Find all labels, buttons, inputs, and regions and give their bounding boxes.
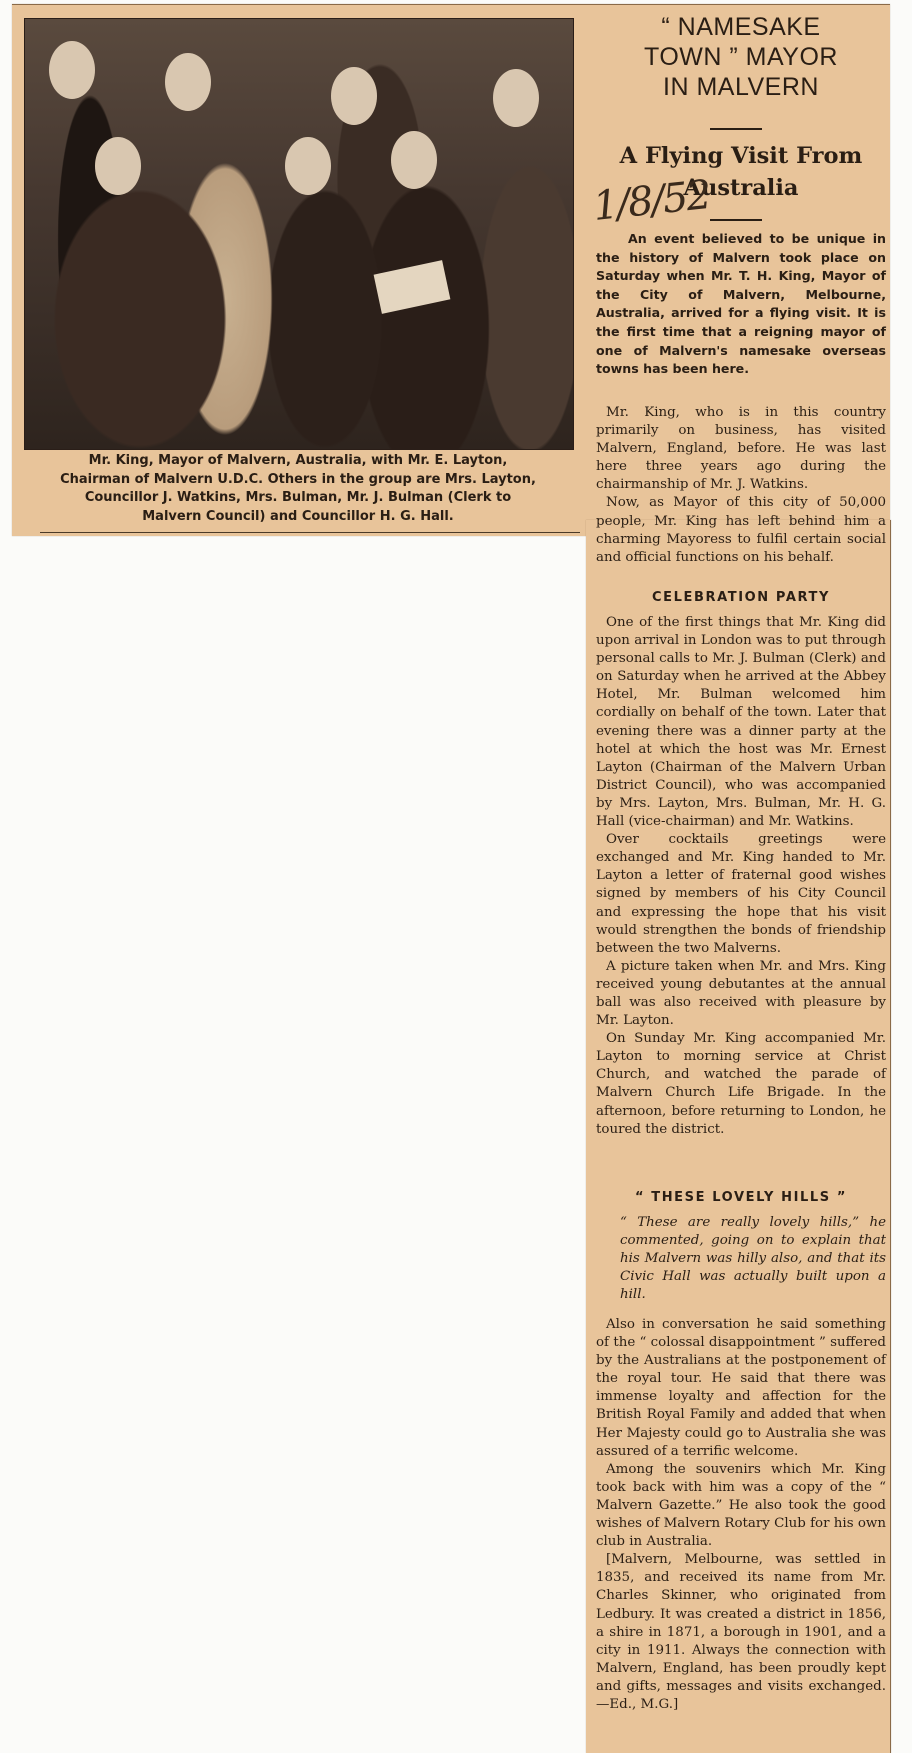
photo-caption: Mr. King, Mayor of Malvern, Australia, with Mr. E. Layton, Chairman of Malvern U.D.C. Others in the group are Mrs. Layton, Councillor J. Watkins, Mrs. Bulman, Mr. J. Bulman (Clerk to Malvern Council) and Councillor H. G. Hall. — [60, 453, 536, 524]
subheadline-rule — [710, 219, 762, 221]
photo-face — [165, 53, 211, 111]
article-paragraph: Mr. King, who is in this country primarily on business, has visited Malvern, England, before. He was last here three years ago during the chairmanship of Mr. J. Watkins. — [596, 405, 886, 493]
handwritten-date: 1/8/52 — [590, 172, 712, 230]
photo-face — [391, 131, 437, 189]
article-subheadline: A Flying Visit From Australia — [619, 143, 863, 201]
section-heading-lovely-hills: “ THESE LOVELY HILLS ” — [634, 1190, 848, 1205]
photo-face — [493, 69, 539, 127]
group-photograph — [24, 18, 574, 450]
article-paragraph: A picture taken when Mr. and Mrs. King received young debutantes at the annual ball was also received with pleasure by Mr. Layton. — [596, 958, 886, 1029]
caption-rule — [40, 532, 580, 533]
article-paragraph: Also in conversation he said something of the “ colossal disappointment ” suffered by the Australians at the postponement of the royal tour. He said that there was immense loyalty and affection for the British Royal Family and added that when Her Majesty could go to Australia she was assured of a terrific welcome. — [596, 1317, 886, 1459]
photo-face — [95, 137, 141, 195]
article-paragraph: Over cocktails greetings were exchanged and Mr. King handed to Mr. Layton a letter of fraternal good wishes signed by members of his City Council and expressing the hope that his visit would strengthen the bonds of friendship between the two Malverns. — [596, 832, 886, 956]
article-body-3 — [596, 1316, 886, 1714]
article-paragraph: One of the first things that Mr. King did upon arrival in London was to put through personal calls to Mr. J. Bulman (Clerk) and on Saturday when he arrived at the Abbey Hotel, Mr. Bulman welcomed him cordially on behalf of the town. Later that evening there was a dinner party at the hotel at which the host was Mr. Ernest Layton (Chairman of the Malvern Urban District Council), who was accompanied by Mrs. Layton, Mrs. Bulman, Mr. H. G. Hall (vice-chairman) and Mr. Watkins. — [596, 615, 886, 830]
article-paragraph: On Sunday Mr. King accompanied Mr. Layton to morning service at Christ Church, and watched the parade of Malvern Church Life Brigade. In the afternoon, before returning to London, he toured the district. — [596, 1031, 886, 1137]
article-paragraph: Now, as Mayor of this city of 50,000 people, Mr. King has left behind him a charming Mayoress to fulfil certain social and official functions on his behalf. — [596, 495, 886, 565]
section-heading-celebration: CELEBRATION PARTY — [651, 590, 831, 605]
photo-face — [331, 67, 377, 125]
article-paragraph: [Malvern, Melbourne, was settled in 1835, and received its name from Mr. Charles Skinner, who originated from Ledbury. It was created a district in 1856, a shire in 1871, a borough in 1901, and a city in 1911. Always the connection with Malvern, England, has been proudly kept and gifts, messages and visits exchanged.—Ed., M.G.] — [596, 1552, 886, 1712]
article-quote — [620, 1214, 886, 1304]
photo-face — [49, 41, 95, 99]
article-lead: An event believed to be unique in the history of Malvern took place on Saturday when Mr. T. H. King, Mayor of the City of Malvern, Melbourne, Australia, arrived for a flying visit. It is the first time that a reigning mayor of one of Malvern's namesake overseas towns has been here. — [596, 231, 886, 377]
photo-face — [285, 137, 331, 195]
headline-rule — [710, 128, 762, 130]
quote-paragraph: “ These are really lovely hills,” he commented, going on to explain that his Malvern was hilly also, and that its Civic Hall was actually built upon a hill. — [620, 1215, 886, 1303]
article-paragraph: Among the souvenirs which Mr. King took back with him was a copy of the “ Malvern Gazette.” He also took the good wishes of Malvern Rotary Club for his own club in Australia. — [596, 1461, 886, 1550]
article-body-1 — [596, 404, 886, 567]
article-headline: “ NAMESAKE TOWN ” MAYOR IN MALVERN — [644, 13, 838, 101]
photo-letter — [374, 260, 451, 314]
article-body-2 — [596, 614, 886, 1139]
